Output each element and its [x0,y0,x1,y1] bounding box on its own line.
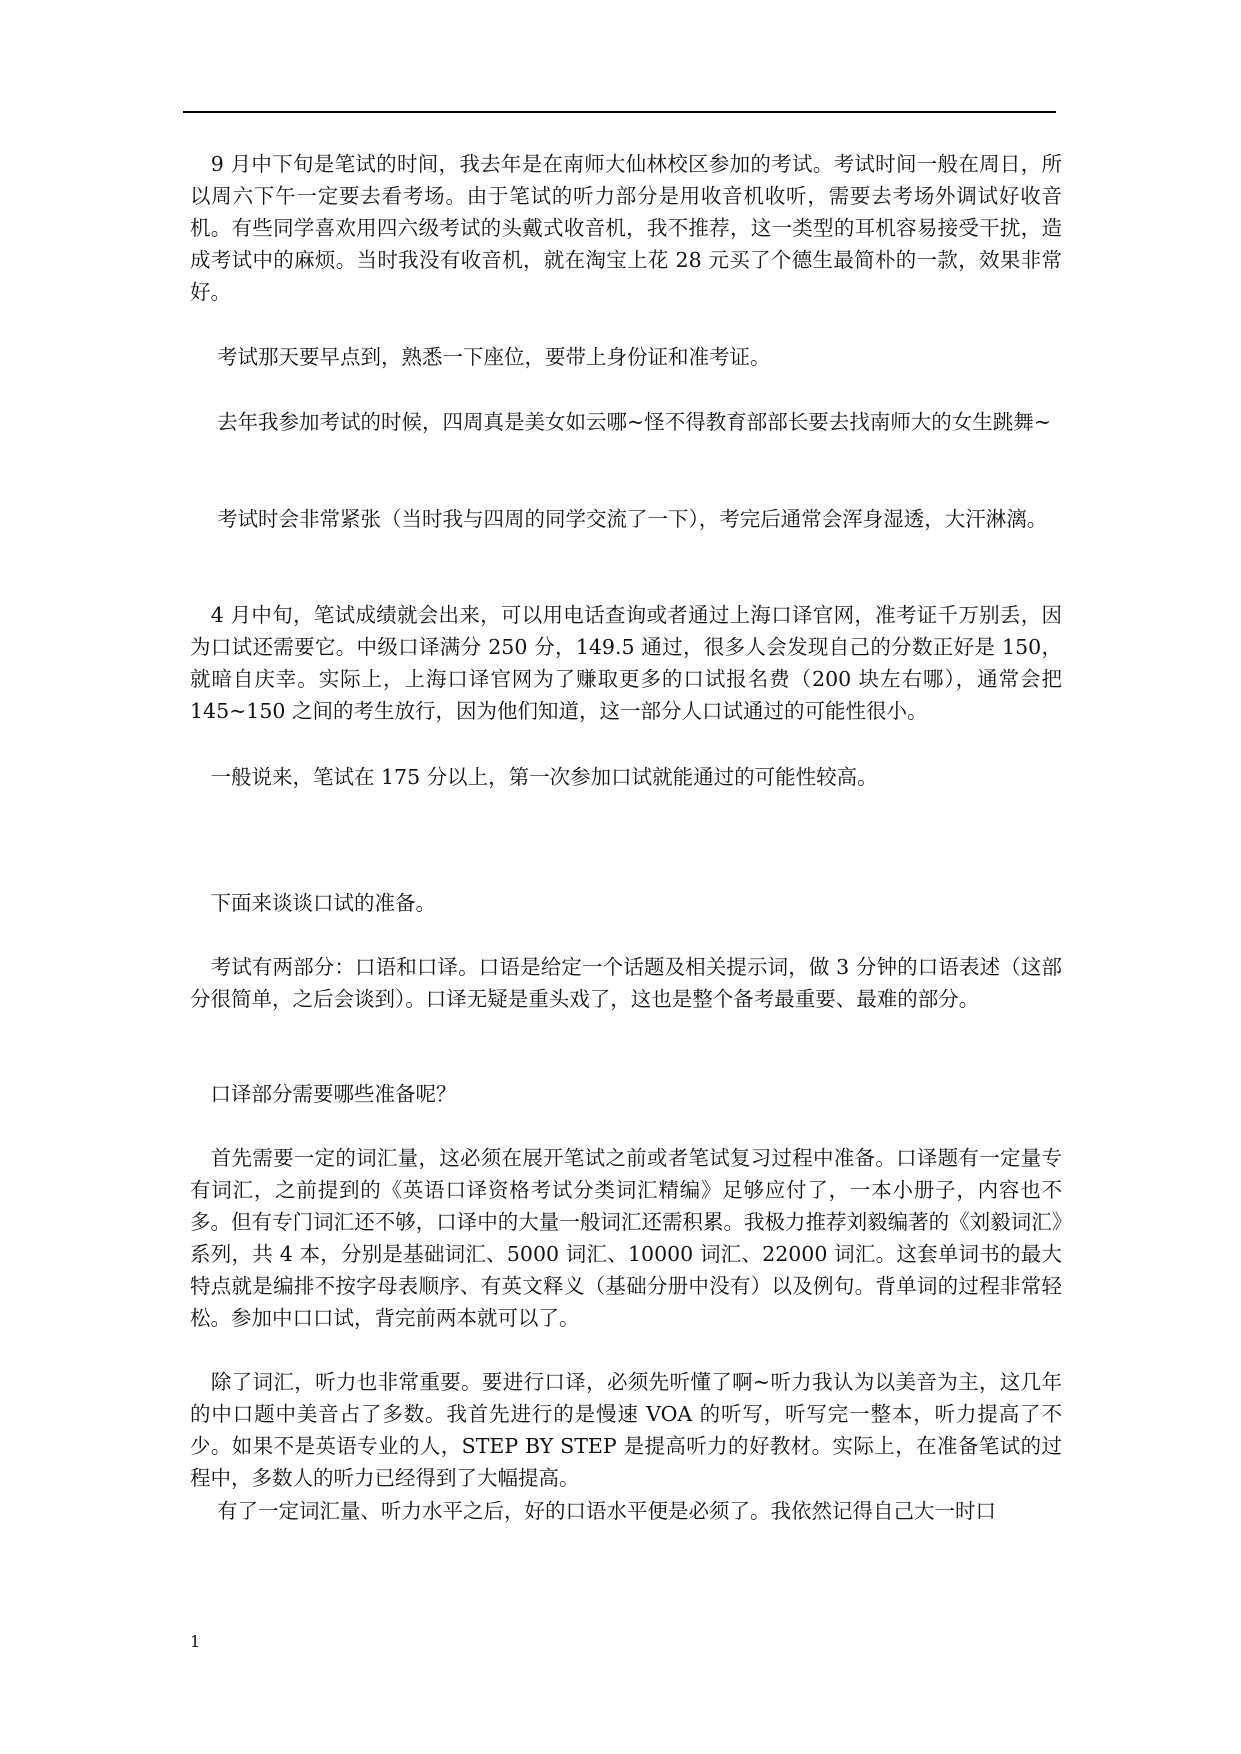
paragraph-written-exam-timing: 9 月中下旬是笔试的时间，我去年是在南师大仙林校区参加的考试。考试时间一般在周日，所以周六下午一定要去看考场。由于笔试的听力部分是用收音机收听，需要去考场外调试好收音机。有些同学喜欢用四六级考试的头戴式收音机，我不推荐，这一类型的耳机容易接受干扰，造成考试中的麻烦。当时我没有收音机，就在淘宝上花 28 元买了个德生最简朴的一款，效果非常好。 [190,152,1062,304]
paragraph-listening: 除了词汇，听力也非常重要。要进行口译，必须先听懂了啊~听力我认为以美音为主，这几年的中口题中美音占了多数。我首先进行的是慢速 VOA 的听写，听写完一整本，听力提高了不少。如果不是英语专业的人，STEP BY STEP 是提高听力的好教材。实际上，在准备笔试的过程中，多数人的听力已经得到了大幅提高。 [190,1370,1062,1490]
paragraph-exam-nervousness: 考试时会非常紧张（当时我与四周的同学交流了一下），考完后通常会浑身湿透，大汗淋漓。 [190,507,1048,531]
paragraph-oral-prep-intro: 下面来谈谈口试的准备。 [190,891,436,915]
page-number: 1 [190,1632,201,1651]
paragraph-exam-day-arrival: 考试那天要早点到，熟悉一下座位，要带上身份证和准考证。 [190,345,771,369]
paragraph-oral-exam-parts: 考试有两部分：口语和口译。口语是给定一个话题及相关提示词，做 3 分钟的口语表述（这部分很简单，之后会谈到）。口译无疑是重头戏了，这也是整个备考最重要、最难的部分。 [190,955,1062,1011]
paragraph-score-release: 4 月中旬，笔试成绩就会出来，可以用电话查询或者通过上海口译官网，准考证千万别丢，因为口试还需要它。中级口译满分 250 分，149.5 通过，很多人会发现自己的分数正好是 150，就暗自庆幸。实际上，上海口译官网为了赚取更多的口试报名费（200 块左右哪），通常会把 145~150 之间的考生放行，因为他们知道，这一部分人口试通过的可能性很小。 [190,603,1062,723]
paragraph-speaking: 有了一定词汇量、听力水平之后，好的口语水平便是必须了。我依然记得自己大一时口 [190,1499,997,1523]
paragraph-interpretation-prep-question: 口译部分需要哪些准备呢？ [190,1082,457,1106]
paragraph-vocabulary: 首先需要一定的词汇量，这必须在展开笔试之前或者笔试复习过程中准备。口译题有一定量专有词汇，之前提到的《英语口译资格考试分类词汇精编》足够应付了，一本小册子，内容也不多。但有专门词汇还不够，口译中的大量一般词汇还需积累。我极力推荐刘毅编著的《刘毅词汇》系列，共 4 本，分别是基础词汇、5000 词汇、10000 词汇、22000 词汇。这套单词书的最大特点就是编排不按字母表顺序、有英文释义（基础分册中没有）以及例句。背单词的过程非常轻松。参加中口口试，背完前两本就可以了。 [190,1146,1062,1330]
header-rule [183,111,1056,113]
paragraph-pass-likelihood: 一般说来，笔试在 175 分以上，第一次参加口试就能通过的可能性较高。 [190,765,878,789]
paragraph-exam-surroundings: 去年我参加考试的时候，四周真是美女如云哪~怪不得教育部部长要去找南师大的女生跳舞~ [190,410,1051,434]
